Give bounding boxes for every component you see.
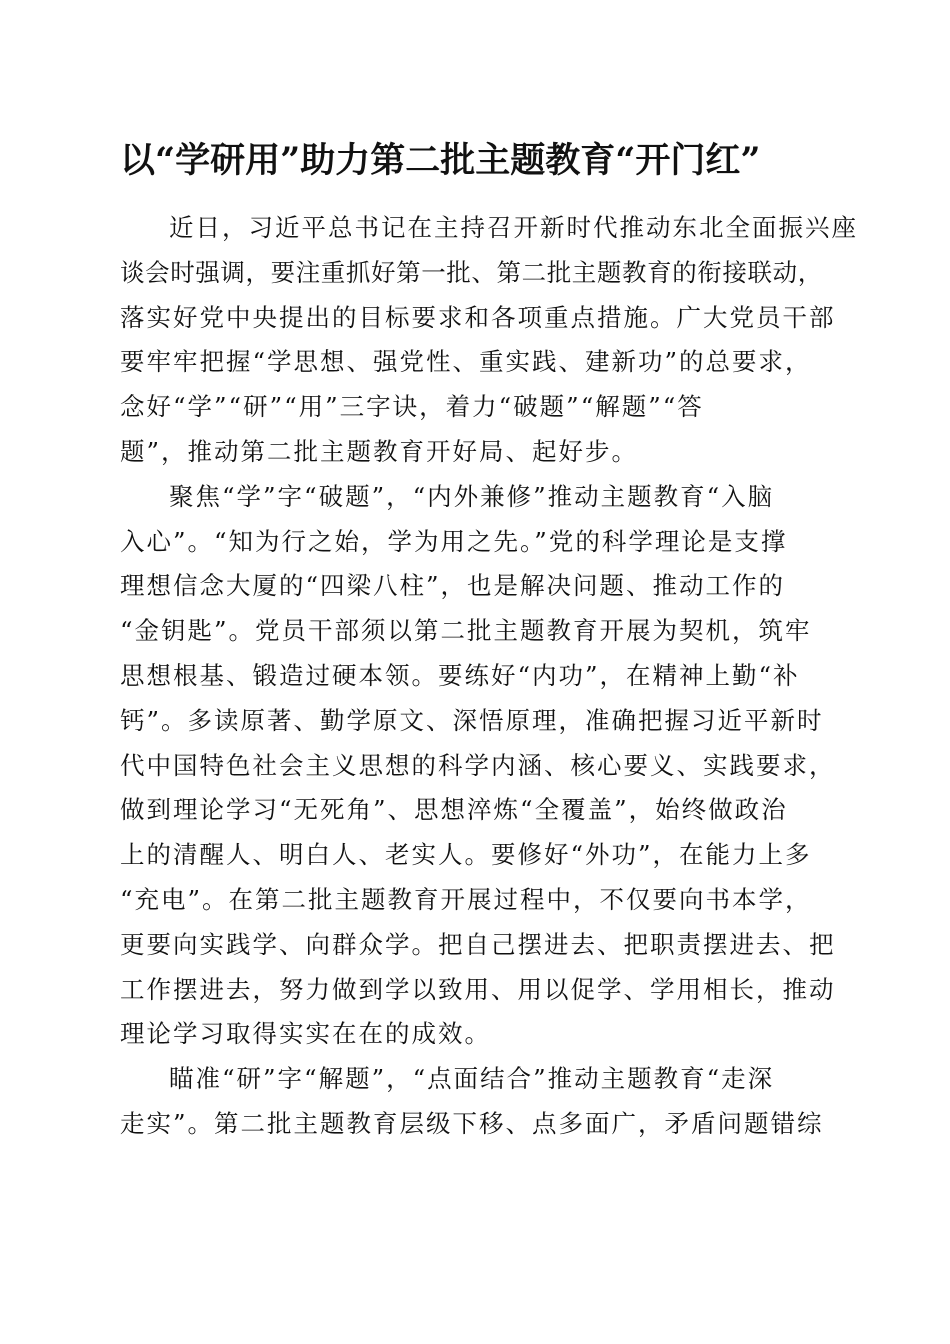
text-line: 聚焦“学”字“破题”，“内外兼修”推动主题教育“入脑 [169, 481, 775, 511]
document-body [120, 206, 858, 1147]
text-line: 做到理论学习“无死角”、思想淬炼“全覆盖”，始终做政治 [120, 795, 788, 825]
text-line: “充电”。在第二批主题教育开展过程中，不仅要向书本学， [120, 884, 812, 914]
text-line: 念好“学”“研”“用”三字诀，着力“破题”“解题”“答 [120, 392, 704, 422]
text-line: 题”，推动第二批主题教育开好局、起好步。 [120, 436, 639, 466]
text-line: 更要向实践学、向群众学。把自己摆进去、把职责摆进去、把 [120, 929, 836, 959]
text-line: 谈会时强调，要注重抓好第一批、第二批主题教育的衔接联动， [120, 257, 823, 287]
text-line: 工作摆进去，努力做到学以致用、用以促学、学用相长，推动 [120, 974, 836, 1004]
text-line: 要牢牢把握“学思想、强党性、重实践、建新功”的总要求， [120, 347, 812, 377]
text-line: 走实”。第二批主题教育层级下移、点多面广，矛盾问题错综 [120, 1108, 824, 1138]
text-line: 思想根基、锻造过硬本领。要练好“内功”，在精神上勤“补 [120, 660, 800, 690]
text-line: 理想信念大厦的“四梁八柱”，也是解决问题、推动工作的 [120, 571, 786, 601]
paragraph-3 [120, 1057, 826, 1147]
text-line: 钙”。多读原著、勤学原文、深悟原理，准确把握习近平新时 [120, 705, 824, 735]
text-line: 上的清醒人、明白人、老实人。要修好“外功”，在能力上多 [120, 840, 812, 870]
document-title: 以“学研用”助力第二批主题教育“开门红” [120, 140, 761, 181]
text-line: 近日，习近平总书记在主持召开新时代推动东北全面振兴座 [169, 213, 858, 242]
text-line: 代中国特色社会主义思想的科学内涵、核心要义、实践要求， [120, 750, 836, 780]
paragraph-2 [120, 475, 836, 1057]
text-line: 瞄准“研”字“解题”，“点面结合”推动主题教育“走深 [169, 1064, 775, 1094]
text-line: 入心”。“知为行之始，学为用之先。”党的科学理论是支撑 [120, 526, 788, 556]
text-line: 理论学习取得实实在在的成效。 [120, 1019, 491, 1049]
paragraph-1 [120, 206, 858, 475]
text-line: 落实好党中央提出的目标要求和各项重点措施。广大党员干部 [120, 302, 836, 332]
text-line: “金钥匙”。党员干部须以第二批主题教育开展为契机，筑牢 [120, 616, 812, 646]
